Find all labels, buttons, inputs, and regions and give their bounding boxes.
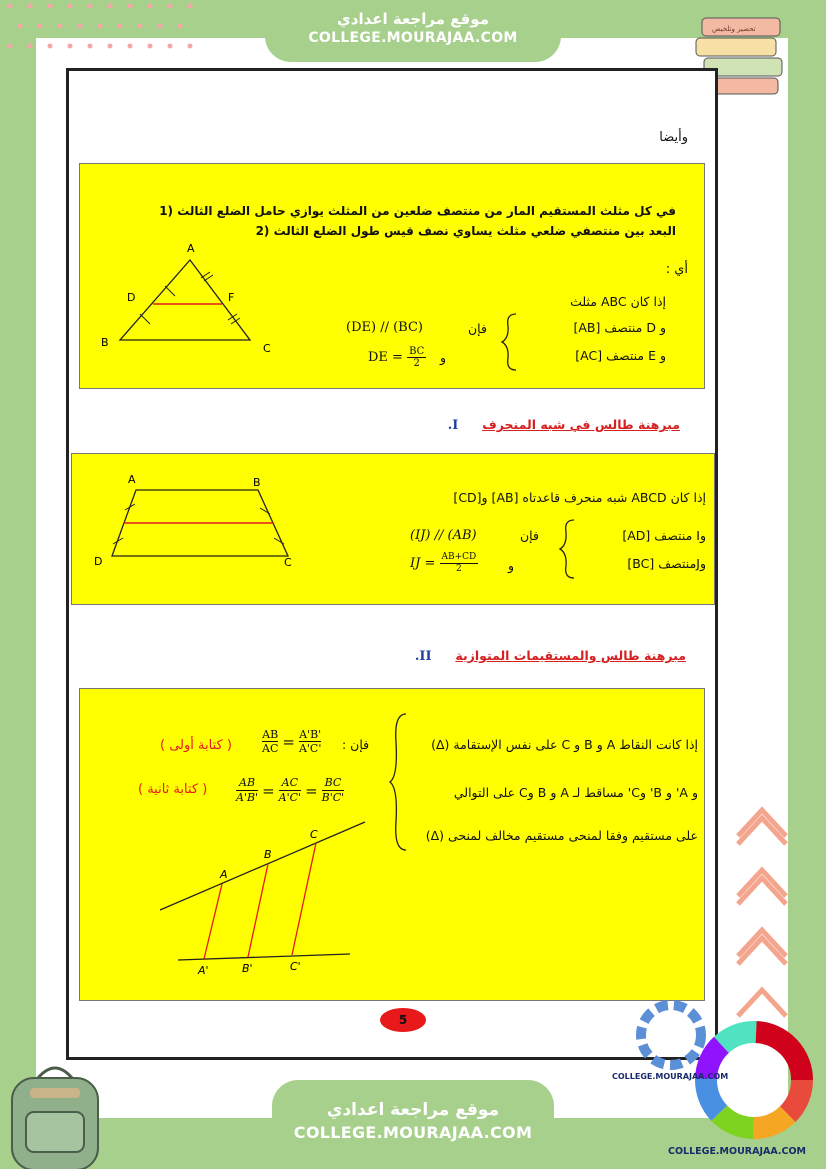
svg-text:A: A (220, 868, 228, 881)
site-domain: COLLEGE.MOURAJAA.COM (308, 30, 518, 46)
brace-icon (558, 518, 578, 580)
box1-cond2: و D منتصف [AB] (573, 320, 666, 335)
brace-icon (500, 312, 520, 372)
box3-label1: ( كتابة أولى ) (160, 738, 232, 753)
intro-text: وأيضا (659, 130, 688, 145)
svg-text:B: B (101, 336, 109, 349)
box2-then: فإن (520, 528, 539, 543)
box2-result1: (IJ) // (AB) (410, 528, 477, 543)
thales-parallel-figure (150, 818, 370, 978)
box3-cond2: و A' و B' وC' مساقط لـ A و B وC على التوالي (453, 785, 698, 800)
box3-label2: ( كتابة ثانية ) (138, 782, 208, 797)
svg-text:F: F (228, 291, 235, 304)
logo-caption-small: COLLEGE.MOURAJAA.COM (612, 1072, 729, 1081)
box1-and: و (440, 350, 447, 365)
decorative-dots (0, 0, 210, 60)
footer-site-domain: COLLEGE.MOURAJAA.COM (293, 1123, 533, 1142)
box3-equation2: $\frac{AB}{A'B'}$ = $\frac{AC}{A'C'}$ = $\frac{BC}{B'C'}$ (236, 776, 345, 804)
svg-text:A': A' (198, 964, 209, 977)
box2-result2: IJ = $\frac{AB+CD}{2}$ (410, 552, 477, 574)
box1-cond1: إذا كان ABC مثلث (570, 294, 666, 309)
box3-cond1: إذا كانت النقاط A و B و C على نفس الإستقامة (Δ) (431, 737, 698, 752)
section1-title: .I مبرهنة طالس في شبه المنحرف (447, 417, 680, 433)
footer-tab (272, 1080, 554, 1169)
header-tab (265, 0, 561, 62)
svg-text:A: A (128, 473, 136, 486)
box1-item2: البعد بين منتصفي ضلعي مثلث يساوي نصف قيس طول الضلع الثالث (2 (255, 224, 676, 238)
box1-result2: DE = $\frac{BC}{2}$ (368, 346, 425, 369)
brace-icon (388, 712, 410, 852)
svg-text:C': C' (290, 960, 301, 973)
svg-text:D: D (94, 555, 103, 568)
svg-text:C: C (310, 828, 318, 841)
box1-ay: أي : (665, 262, 688, 277)
box1-cond3: و E منتصف [AC] (575, 348, 666, 363)
site-name: موقع مراجعة اعدادي (337, 10, 489, 28)
box2-cond2: وI منتصف [AD] (622, 528, 706, 543)
footer-site-name: موقع مراجعة اعدادي (326, 1100, 500, 1120)
page-number-badge: 5 (380, 1008, 426, 1032)
svg-text:C: C (284, 556, 292, 569)
box2-cond3: وJمنتصف [BC] (627, 556, 706, 571)
svg-text:D: D (127, 291, 136, 304)
box1-item1: في كل مثلث المستقيم المار من منتصف ضلعين من المثلث يوازي حامل الضلع الثالث (1 (159, 204, 676, 218)
svg-text:B': B' (242, 962, 253, 975)
box1-result1: (DE) // (BC) (346, 320, 423, 335)
svg-text:C: C (263, 342, 271, 355)
backpack-icon (0, 1060, 110, 1169)
box2-cond1: إذا كان ABCD شبه منحرف قاعدتاه [AB] و[CD] (453, 490, 706, 505)
svg-text:B: B (264, 848, 272, 861)
section2-title: .II مبرهنة طالس والمستقيمات المتوازية (414, 648, 686, 664)
trapezoid-figure (88, 468, 303, 578)
box3-then: فإن : (342, 737, 370, 752)
svg-text:A: A (187, 242, 195, 255)
books-text: تحضير وتلخيص (712, 25, 756, 33)
logo-caption: COLLEGE.MOURAJAA.COM (668, 1146, 806, 1157)
box1-then: فإن (468, 321, 487, 336)
svg-text:B: B (253, 476, 261, 489)
box3-cond3: على مستقيم وفقا لمنحى مستقيم مخالف لمنحى (Δ) (425, 828, 698, 843)
box3-equation1: $\frac{AB}{AC}$ = $\frac{A'B'}{A'C'}$ (262, 728, 322, 755)
box2-and: و (508, 558, 515, 573)
chevron-up-icon (732, 790, 792, 1030)
triangle-figure (95, 238, 271, 358)
